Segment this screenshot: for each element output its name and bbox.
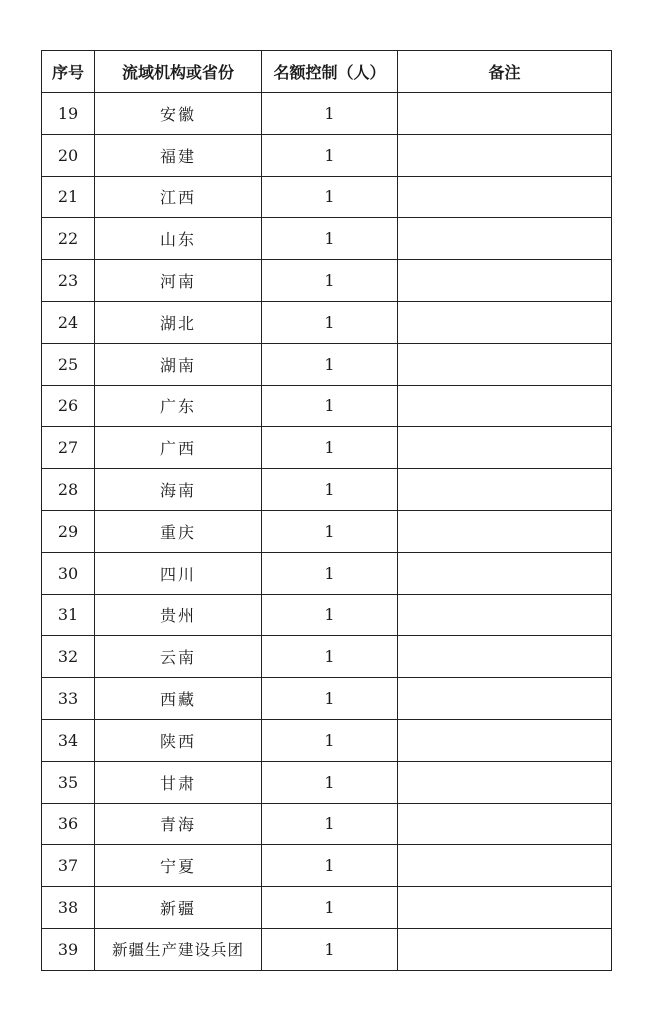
remarks-cell <box>398 385 612 427</box>
table-row <box>42 343 612 385</box>
organization-cell: 四川 <box>95 552 262 594</box>
organization-cell: 福建 <box>95 134 262 176</box>
serial-number-cell: 30 <box>42 552 95 594</box>
table-row <box>42 176 612 218</box>
table-row <box>42 93 612 135</box>
quota-cell: 1 <box>262 93 398 135</box>
table-row <box>42 134 612 176</box>
organization-cell: 宁夏 <box>95 845 262 887</box>
table-row <box>42 887 612 929</box>
serial-number-cell: 28 <box>42 469 95 511</box>
table-row <box>42 845 612 887</box>
serial-number-cell: 22 <box>42 218 95 260</box>
serial-number-cell: 37 <box>42 845 95 887</box>
remarks-cell <box>398 510 612 552</box>
quota-cell: 1 <box>262 552 398 594</box>
organization-cell: 山东 <box>95 218 262 260</box>
serial-number-cell: 29 <box>42 510 95 552</box>
quota-cell: 1 <box>262 134 398 176</box>
serial-number-cell: 32 <box>42 636 95 678</box>
table-body <box>42 93 612 971</box>
serial-number-cell: 21 <box>42 176 95 218</box>
organization-cell: 新疆生产建设兵团 <box>95 928 262 970</box>
header-serial-number: 序号 <box>42 51 95 93</box>
organization-cell: 陕西 <box>95 719 262 761</box>
quota-cell: 1 <box>262 845 398 887</box>
organization-cell: 甘肃 <box>95 761 262 803</box>
remarks-cell <box>398 678 612 720</box>
table-row <box>42 469 612 511</box>
quota-cell: 1 <box>262 510 398 552</box>
remarks-cell <box>398 343 612 385</box>
header-quota: 名额控制（人） <box>262 51 398 93</box>
serial-number-cell: 39 <box>42 928 95 970</box>
table-row <box>42 594 612 636</box>
serial-number-cell: 33 <box>42 678 95 720</box>
serial-number-cell: 23 <box>42 260 95 302</box>
table-row <box>42 761 612 803</box>
remarks-cell <box>398 761 612 803</box>
serial-number-cell: 20 <box>42 134 95 176</box>
table-row <box>42 719 612 761</box>
serial-number-cell: 36 <box>42 803 95 845</box>
organization-cell: 云南 <box>95 636 262 678</box>
organization-cell: 西藏 <box>95 678 262 720</box>
remarks-cell <box>398 469 612 511</box>
remarks-cell <box>398 93 612 135</box>
header-row <box>42 51 612 93</box>
quota-cell: 1 <box>262 887 398 929</box>
quota-cell: 1 <box>262 636 398 678</box>
remarks-cell <box>398 887 612 929</box>
serial-number-cell: 25 <box>42 343 95 385</box>
organization-cell: 河南 <box>95 260 262 302</box>
organization-cell: 安徽 <box>95 93 262 135</box>
quota-cell: 1 <box>262 427 398 469</box>
table-row <box>42 928 612 970</box>
table-row <box>42 636 612 678</box>
remarks-cell <box>398 928 612 970</box>
quota-cell: 1 <box>262 176 398 218</box>
organization-cell: 青海 <box>95 803 262 845</box>
remarks-cell <box>398 719 612 761</box>
table-row <box>42 678 612 720</box>
organization-cell: 广东 <box>95 385 262 427</box>
table-row <box>42 427 612 469</box>
quota-cell: 1 <box>262 260 398 302</box>
table-row <box>42 552 612 594</box>
quota-cell: 1 <box>262 301 398 343</box>
table-row <box>42 260 612 302</box>
remarks-cell <box>398 260 612 302</box>
quota-cell: 1 <box>262 594 398 636</box>
organization-cell: 湖南 <box>95 343 262 385</box>
quota-cell: 1 <box>262 469 398 511</box>
serial-number-cell: 38 <box>42 887 95 929</box>
remarks-cell <box>398 301 612 343</box>
table-row <box>42 385 612 427</box>
table-row <box>42 510 612 552</box>
serial-number-cell: 19 <box>42 93 95 135</box>
organization-cell: 广西 <box>95 427 262 469</box>
quota-cell: 1 <box>262 343 398 385</box>
organization-cell: 新疆 <box>95 887 262 929</box>
quota-cell: 1 <box>262 719 398 761</box>
header-remarks: 备注 <box>398 51 612 93</box>
quota-cell: 1 <box>262 928 398 970</box>
organization-cell: 重庆 <box>95 510 262 552</box>
remarks-cell <box>398 552 612 594</box>
remarks-cell <box>398 636 612 678</box>
header-organization-or-province: 流域机构或省份 <box>95 51 262 93</box>
quota-cell: 1 <box>262 761 398 803</box>
quota-cell: 1 <box>262 678 398 720</box>
serial-number-cell: 31 <box>42 594 95 636</box>
remarks-cell <box>398 134 612 176</box>
organization-cell: 江西 <box>95 176 262 218</box>
remarks-cell <box>398 803 612 845</box>
organization-cell: 贵州 <box>95 594 262 636</box>
table-row <box>42 218 612 260</box>
serial-number-cell: 34 <box>42 719 95 761</box>
organization-cell: 湖北 <box>95 301 262 343</box>
remarks-cell <box>398 218 612 260</box>
quota-cell: 1 <box>262 385 398 427</box>
remarks-cell <box>398 427 612 469</box>
remarks-cell <box>398 176 612 218</box>
serial-number-cell: 35 <box>42 761 95 803</box>
quota-cell: 1 <box>262 803 398 845</box>
remarks-cell <box>398 845 612 887</box>
organization-cell: 海南 <box>95 469 262 511</box>
quota-cell: 1 <box>262 218 398 260</box>
table-header <box>42 51 612 93</box>
remarks-cell <box>398 594 612 636</box>
quota-table <box>41 50 612 971</box>
table-row <box>42 803 612 845</box>
serial-number-cell: 26 <box>42 385 95 427</box>
table-row <box>42 301 612 343</box>
serial-number-cell: 24 <box>42 301 95 343</box>
serial-number-cell: 27 <box>42 427 95 469</box>
